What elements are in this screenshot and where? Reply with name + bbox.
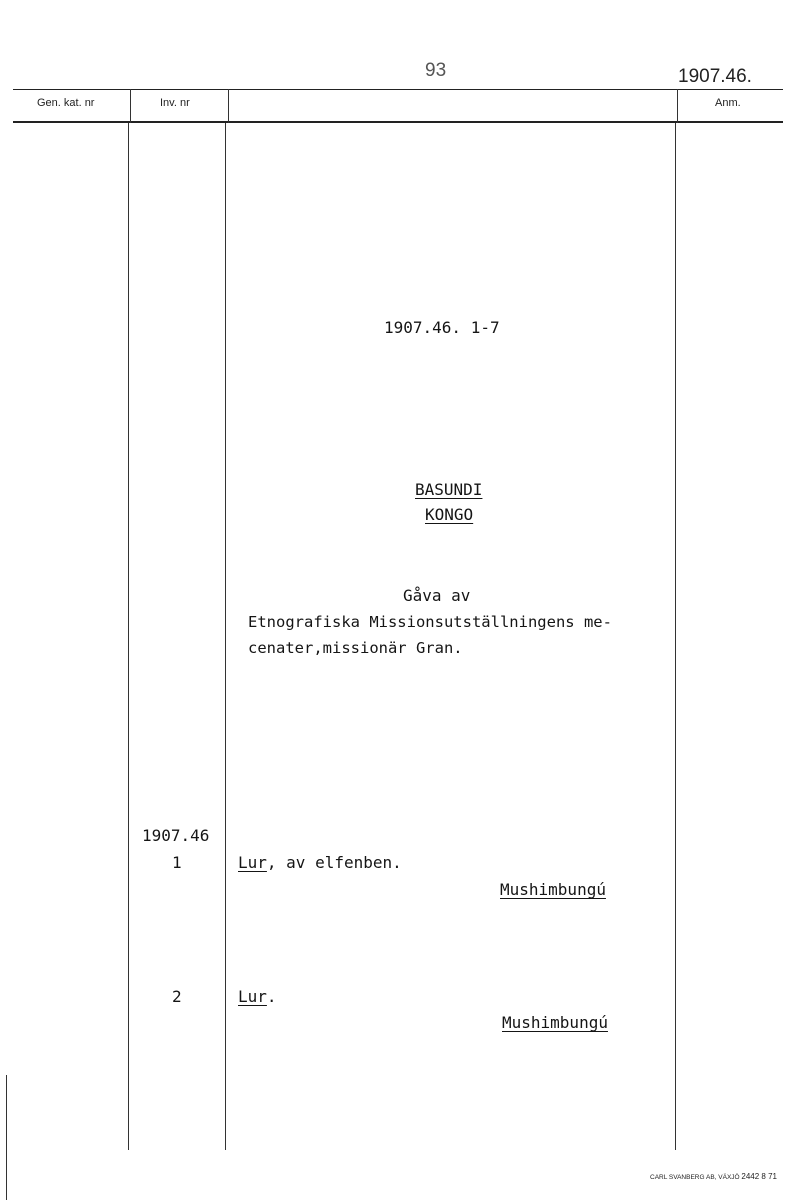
column-divider-1 [130,89,131,123]
object-name: Lur [238,853,267,872]
column-divider-3-body [675,123,676,1150]
entry-number: 2 [172,987,182,1006]
column-divider-2-body [225,123,226,1150]
column-divider-2 [228,89,229,123]
donor-line-1: Etnografiska Missionsutställningens me- [248,613,612,631]
column-header-anm: Anm. [715,97,741,109]
scan-edge-mark [6,1075,7,1200]
local-name: Mushimbungú [500,880,606,899]
donor-line-2: cenater,missionär Gran. [248,639,463,657]
local-name: Mushimbungú [502,1013,608,1032]
page-number: 93 [425,60,447,81]
object-name: Lur [238,987,267,1006]
column-header-gen-kat: Gen. kat. nr [37,97,95,109]
object-desc: , av elfenben. [266,853,402,872]
printer-imprint [650,1172,777,1181]
column-divider-3 [677,89,678,123]
accession-range: 1907.46. 1-7 [384,318,500,337]
entry-description [238,853,402,872]
entry-description [238,987,277,1006]
ethnic-group: BASUNDI [415,480,483,499]
entry-number: 1 [172,853,182,872]
region: KONGO [425,505,474,524]
column-header-inv: Inv. nr [160,97,190,109]
gift-label: Gåva av [403,586,471,605]
printer-name: CARL SVANBERG AB, VÄXJÖ [650,1174,740,1181]
form-number: 2442 8 71 [741,1172,777,1181]
inv-group-number: 1907.46 [142,826,210,845]
accession-number-header: 1907.46. [678,66,752,87]
column-divider-1-body [128,123,129,1150]
object-desc: . [266,987,277,1006]
header-top-rule [13,89,783,90]
